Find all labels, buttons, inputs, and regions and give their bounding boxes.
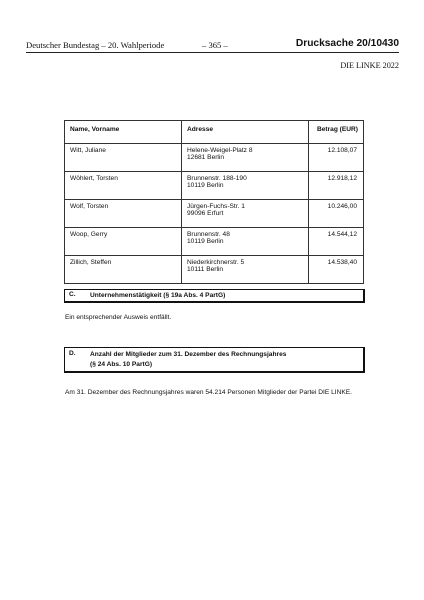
section-d-letter: D. bbox=[69, 350, 76, 357]
donor-table bbox=[64, 120, 364, 284]
section-c-text: Ein entsprechender Ausweis entfällt. bbox=[65, 314, 172, 321]
table-row bbox=[65, 228, 364, 256]
address-street: Niederkirchnerstr. 5 bbox=[187, 259, 245, 266]
cell-name: Wolf, Torsten bbox=[65, 200, 182, 228]
cell-amount: 12.108,07 bbox=[309, 144, 364, 172]
column-header-name: Name, Vorname bbox=[65, 121, 182, 144]
cell-name: Woop, Gerry bbox=[65, 228, 182, 256]
cell-amount: 10.246,00 bbox=[309, 200, 364, 228]
page-number: – 365 – bbox=[202, 40, 228, 50]
table-row bbox=[65, 144, 364, 172]
address-street: Brunnenstr. 48 bbox=[187, 231, 230, 238]
cell-amount: 14.544,12 bbox=[309, 228, 364, 256]
drucksache-label: Drucksache 20/ bbox=[295, 38, 371, 49]
report-subtitle: DIE LINKE 2022 bbox=[340, 61, 399, 70]
drucksache-number bbox=[296, 38, 399, 49]
column-header-address: Adresse bbox=[182, 121, 309, 144]
address-city: 10119 Berlin bbox=[187, 182, 224, 189]
cell-address bbox=[182, 200, 309, 228]
cell-amount: 14.538,40 bbox=[309, 256, 364, 284]
cell-address bbox=[182, 172, 309, 200]
table-row bbox=[65, 172, 364, 200]
address-city: 12681 Berlin bbox=[187, 154, 225, 161]
address-city: 10119 Berlin bbox=[187, 238, 224, 245]
section-d-title bbox=[90, 350, 286, 370]
address-street: Helene-Weigel-Platz 8 bbox=[187, 147, 253, 154]
drucksache-id: 10430 bbox=[370, 38, 399, 49]
section-d-title-line2: (§ 24 Abs. 10 PartG) bbox=[90, 361, 153, 368]
address-city: 99096 Erfurt bbox=[187, 210, 224, 217]
cell-address bbox=[182, 144, 309, 172]
table-row bbox=[65, 256, 364, 284]
cell-name: Zillich, Steffen bbox=[65, 256, 182, 284]
section-d-title-line1: Anzahl der Mitglieder zum 31. Dezember des Rechnungsjahres bbox=[90, 351, 287, 358]
cell-address bbox=[182, 228, 309, 256]
cell-name: Witt, Juliane bbox=[65, 144, 182, 172]
address-street: Jürgen-Fuchs-Str. 1 bbox=[187, 203, 245, 210]
address-street: Brunnenstr. 188-190 bbox=[187, 175, 247, 182]
section-d-heading bbox=[64, 347, 365, 373]
section-c-title: Unternehmenstätigkeit (§ 19a Abs. 4 PartG) bbox=[90, 292, 226, 299]
section-d-text: Am 31. Dezember des Rechnungsjahres waren 54.214 Personen Mitglieder der Partei DIE LINKE. bbox=[65, 389, 352, 396]
section-c-heading bbox=[64, 289, 365, 303]
address-city: 10111 Berlin bbox=[187, 266, 224, 273]
header-divider bbox=[26, 52, 399, 53]
table-row bbox=[65, 200, 364, 228]
cell-name: Wöhlert, Torsten bbox=[65, 172, 182, 200]
column-header-amount: Betrag (EUR) bbox=[309, 121, 364, 144]
cell-amount: 12.918,12 bbox=[309, 172, 364, 200]
section-c-letter: C. bbox=[69, 291, 76, 298]
table-header-row bbox=[65, 121, 364, 144]
cell-address bbox=[182, 256, 309, 284]
header-periode: Deutscher Bundestag – 20. Wahlperiode bbox=[26, 40, 165, 50]
